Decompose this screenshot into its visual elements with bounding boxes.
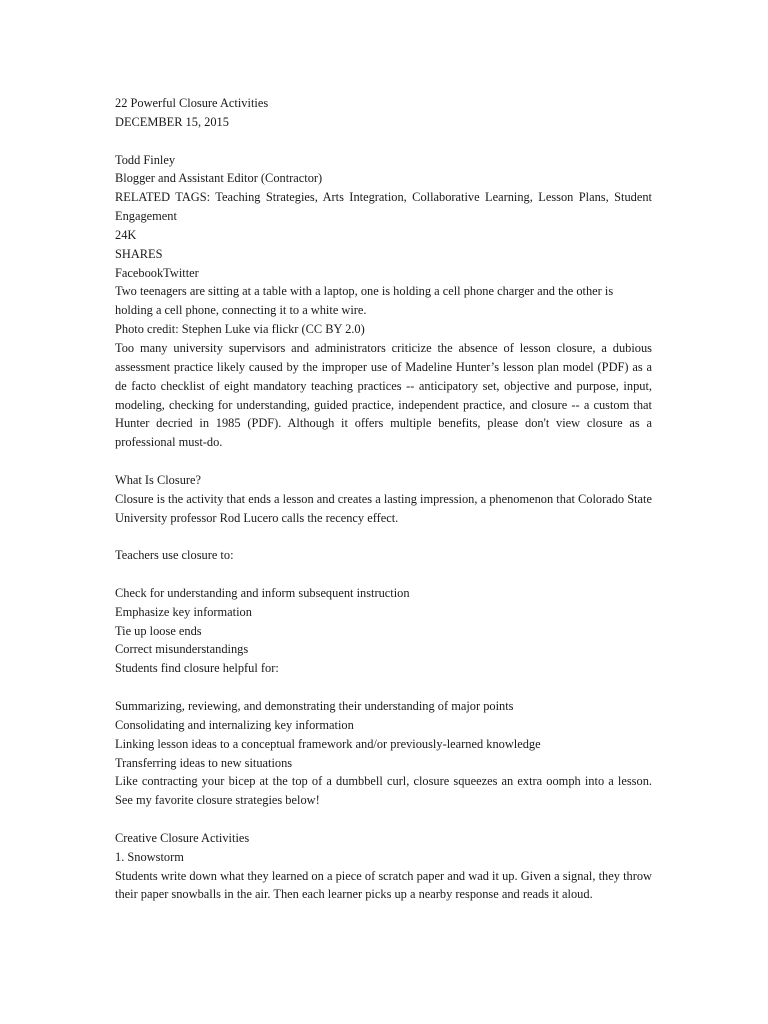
list-item: Check for understanding and inform subsequent instruction xyxy=(115,585,410,600)
bicep-paragraph: Like contracting your bicep at the top of a dumbbell curl, closure squeezes an extra oomph into a lesson. See my favorite closure strategies below! xyxy=(115,774,652,808)
facebook-share-link[interactable]: Facebook xyxy=(115,265,164,280)
list-item: Emphasize key information xyxy=(115,604,252,619)
activity-paragraph: Students write down what they learned on a piece of scratch paper and wad it up. Given a signal, they throw their paper snowballs in the air. Then each learner picks up a nearby response and reads it aloud. xyxy=(115,868,652,902)
what-is-closure-paragraph: Closure is the activity that ends a lesson and creates a lasting impression, a phenomenon that Colorado State University professor Rod Lucero calls the recency effect. xyxy=(115,491,652,525)
article-date: DECEMBER 15, 2015 xyxy=(115,114,229,129)
article-title: 22 Powerful Closure Activities xyxy=(115,96,269,110)
activity-title: 1. Snowstorm xyxy=(115,849,184,864)
photo-credit: Photo credit: Stephen Luke via flickr (CC BY 2.0) xyxy=(115,322,365,337)
related-tags: RELATED TAGS: Teaching Strategies, Arts Integration, Collaborative Learning, Lesson Plans, Student Engagement xyxy=(115,190,652,224)
spacer xyxy=(115,132,652,151)
section-heading-creative-closure: Creative Closure Activities xyxy=(115,830,250,845)
teachers-use-intro: Teachers use closure to: xyxy=(115,548,234,563)
list-item: Transferring ideas to new situations xyxy=(115,755,293,770)
students-find-intro: Students find closure helpful for: xyxy=(115,661,279,676)
intro-paragraph: Too many university supervisors and administrators criticize the absence of lesson closure, a dubious assessment practice likely caused by the improper use of Madeline Hunter’s lesson plan model (PDF) as a de facto checklist of eight mandatory teaching practices -- anticipatory set, objective and purpose, input, modeling, checking for understanding, guided practice, independent practice, and closure -- a custom that Hunter decried in 1985 (PDF). Although it offers multiple benefits, please don't view closure as a professional must-do. xyxy=(115,340,652,450)
list-item: Linking lesson ideas to a conceptual framework and/or previously-learned knowledge xyxy=(115,736,541,751)
list-item: Consolidating and internalizing key information xyxy=(115,717,354,732)
list-item: Correct misunderstandings xyxy=(115,642,249,657)
spacer xyxy=(115,527,652,546)
author-role: Blogger and Assistant Editor (Contractor) xyxy=(115,171,323,186)
share-links xyxy=(115,264,652,283)
spacer xyxy=(115,452,652,471)
twitter-share-link[interactable]: Twitter xyxy=(163,265,199,280)
spacer xyxy=(115,810,652,829)
list-item: Tie up loose ends xyxy=(115,623,202,638)
section-heading-what-is-closure: What Is Closure? xyxy=(115,472,202,487)
list-item: Summarizing, reviewing, and demonstrating their understanding of major points xyxy=(115,699,514,713)
author-name: Todd Finley xyxy=(115,152,176,167)
document-page xyxy=(115,94,652,904)
shares-label: SHARES xyxy=(115,246,163,261)
image-caption: Two teenagers are sitting at a table with a laptop, one is holding a cell phone charger and the other is holding a cell phone, connecting it to a white wire. xyxy=(115,284,614,318)
share-count: 24K xyxy=(115,227,137,242)
spacer xyxy=(115,565,652,584)
spacer xyxy=(115,678,652,697)
